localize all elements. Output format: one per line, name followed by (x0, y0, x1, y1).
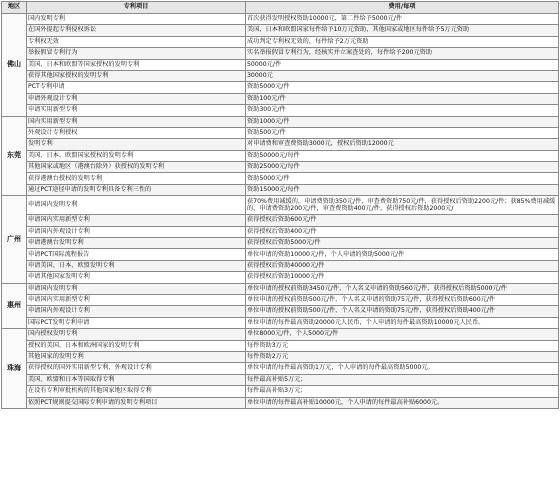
table-row (2, 272, 559, 283)
patent-item-cell: 国内实用新型专利 (27, 116, 246, 127)
table-row (2, 306, 559, 317)
fee-cell: 实名举报假冒专利行为，经核实并立案查处的，每件给予200元资助 (246, 48, 559, 59)
patent-item-cell: 申请国内实用新型专利 (27, 215, 246, 226)
patent-item-cell: 申请国内外观设计专利 (27, 306, 246, 317)
table-row (2, 139, 559, 150)
patent-item-cell: 美国、日本、欧盟国家授权的发明专利 (27, 150, 246, 161)
fee-cell: 资助15000元/每件 (246, 184, 559, 195)
fee-cell: 单位申请的每件最高资助20000元人民币，个人申请的每件最高资助10000元人民币。 (246, 317, 559, 328)
fee-cell: 对申请费和审查费资助3000元，授权后资助12000元 (246, 139, 559, 150)
patent-item-cell: 在国外提起专利侵权诉讼 (27, 25, 246, 36)
fee-cell: 单位申请的每件最高补贴10000元，个人申请的每件最高补贴6000元。 (246, 397, 559, 408)
patent-item-cell: 其他国家的发明专利 (27, 351, 246, 362)
fee-cell: 单位申请的资助10000元/件，个人申请的资助5000元/件 (246, 249, 559, 260)
fee-cell: 资助5000元/件 (246, 82, 559, 93)
header-row (2, 2, 559, 14)
table-row (2, 294, 559, 305)
table-row (2, 226, 559, 237)
patent-item-cell: 国际PCT发明专利申请 (27, 317, 246, 328)
table-row (2, 196, 559, 215)
table-row (2, 374, 559, 385)
fee-cell: 每件最高补贴5万元； (246, 374, 559, 385)
table-row (2, 317, 559, 328)
patent-item-cell: 授权的美国、日本和欧洲国家的发明专利 (27, 340, 246, 351)
table-row (2, 363, 559, 374)
item-column-header: 专利项目 (27, 2, 246, 14)
fee-cell: 资助300元/件 (246, 105, 559, 116)
fee-cell: 获70%费用减缓的，申请费资助350元/件，审查费资助750元/件，获得授权后资助2200元/件；获85%费用减缓的，申请费资助200元/件，审查费资助400元/件，获得授权后资助2000元/ (246, 196, 559, 215)
fee-cell: 资助1000元/件 (246, 116, 559, 127)
fee-cell: 资助5000元/件 (246, 173, 559, 184)
table-row (2, 260, 559, 271)
table-row (2, 105, 559, 116)
table-row (2, 82, 559, 93)
fee-cell: 单位申请的授权前资助3450元/件，个人名义申请的资助560元/件，获得授权后资助5000元/件 (246, 283, 559, 294)
table-body (2, 14, 559, 409)
fee-cell: 50000元/件 (246, 59, 559, 70)
patent-item-cell: 专利权无效 (27, 36, 246, 47)
table-row (2, 36, 559, 47)
patent-item-cell: PCT专利申请 (27, 82, 246, 93)
patent-item-cell: 通过PCT途径申请的发明专利具备专利三性的 (27, 184, 246, 195)
table-row (2, 184, 559, 195)
table-row (2, 386, 559, 397)
table-row (2, 215, 559, 226)
patent-item-cell: 申请国内实用新型专利 (27, 294, 246, 305)
region-column-header: 地区 (2, 2, 27, 14)
table-row (2, 48, 559, 59)
region-cell: 广州 (2, 196, 27, 283)
fee-cell: 单位8000元/件，个人5000元/件 (246, 329, 559, 340)
table-row (2, 150, 559, 161)
fee-cell: 资助50000元/每件 (246, 150, 559, 161)
table-row (2, 329, 559, 340)
patent-item-cell: 获得授权的国外实用新型专利、外观设计专利 (27, 363, 246, 374)
fee-cell: 单位申请的授权前资助500元/件，个人名义申请的资助75元/件，获得授权后资助600元/件 (246, 294, 559, 305)
patent-item-cell: 发明专利 (27, 139, 246, 150)
patent-item-cell: 美国、日本和欧盟等国家授权的发明专利 (27, 59, 246, 70)
fee-cell: 获得授权后资助5000元/件 (246, 238, 559, 249)
table-row (2, 162, 559, 173)
patent-item-cell: 申请实用新型专利 (27, 105, 246, 116)
fee-cell: 美国、日本和欧盟国家每件给予10万元资助，其他国家或地区每件给予5万元资助 (246, 25, 559, 36)
patent-item-cell: 申请其他国家发明专利 (27, 272, 246, 283)
table-row (2, 93, 559, 104)
patent-item-cell: 申请外观设计专利 (27, 93, 246, 104)
region-cell: 珠海 (2, 329, 27, 409)
patent-item-cell: 在设有专利审批机构的其他国家地区取得专利 (27, 386, 246, 397)
region-cell: 佛山 (2, 14, 27, 117)
subsidy-table (1, 1, 559, 409)
table-row (2, 238, 559, 249)
table-row (2, 14, 559, 25)
patent-item-cell: 举报假冒专利行为 (27, 48, 246, 59)
region-cell: 惠州 (2, 283, 27, 329)
table-row (2, 70, 559, 81)
table-row (2, 116, 559, 127)
patent-item-cell: 获得港澳台授权的发明专利 (27, 173, 246, 184)
patent-item-cell: 申请国内发明专利 (27, 283, 246, 294)
fee-cell: 资助100元/件 (246, 93, 559, 104)
patent-item-cell: 国内授权发明专利 (27, 329, 246, 340)
table-row (2, 249, 559, 260)
patent-item-cell: 依照PCT规则提交国际专利申请的发明专利项目 (27, 397, 246, 408)
fee-cell: 每件资助2万元 (246, 351, 559, 362)
fee-cell: 获得授权后资助400元/件 (246, 226, 559, 237)
patent-item-cell: 申请PCT国际流程报告 (27, 249, 246, 260)
fee-cell: 每件最高补贴3万元； (246, 386, 559, 397)
fee-cell: 资助25000元/每件 (246, 162, 559, 173)
fee-cell: 成功判定专利权无效的，每件给予2万元资助 (246, 36, 559, 47)
fee-cell: 30000元 (246, 70, 559, 81)
fee-column-header: 费用/每项 (246, 2, 559, 14)
fee-cell: 获得授权后资助10000元/件 (246, 272, 559, 283)
patent-item-cell: 申请国内发明专利 (27, 196, 246, 215)
patent-item-cell: 申请美国、日本、欧盟发明专利 (27, 260, 246, 271)
fee-cell: 获得授权后资助40000元/件 (246, 260, 559, 271)
table-row (2, 59, 559, 70)
fee-cell: 单位申请的授权前资助500元/件，个人名义申请的资助75元/件，获得授权后资助400元/件 (246, 306, 559, 317)
table-row (2, 351, 559, 362)
patent-item-cell: 国内发明专利 (27, 14, 246, 25)
table-row (2, 173, 559, 184)
patent-item-cell: 美国、欧盟和日本等国取得专利 (27, 374, 246, 385)
patent-item-cell: 申请国内外观设计专利 (27, 226, 246, 237)
patent-item-cell: 获得其他国家授权的发明专利 (27, 70, 246, 81)
fee-cell: 单位申请的每件最高资助1万元，个人申请的每件最高资助5000元。 (246, 363, 559, 374)
table-row (2, 397, 559, 408)
patent-item-cell: 外观设计专利授权 (27, 127, 246, 138)
table-row (2, 283, 559, 294)
fee-cell: 获得授权后资助600元/件 (246, 215, 559, 226)
table-row (2, 340, 559, 351)
region-cell: 东莞 (2, 116, 27, 196)
table-row (2, 127, 559, 138)
patent-item-cell: 其他国家或地区（港澳台除外）获授权的发明专利 (27, 162, 246, 173)
fee-cell: 资助500元/件 (246, 127, 559, 138)
patent-item-cell: 申请港澳台发明专利 (27, 238, 246, 249)
fee-cell: 首次获得发明授权资助10000元，第二件给予5000元/件 (246, 14, 559, 25)
table-row (2, 25, 559, 36)
fee-cell: 每件资助3万元 (246, 340, 559, 351)
